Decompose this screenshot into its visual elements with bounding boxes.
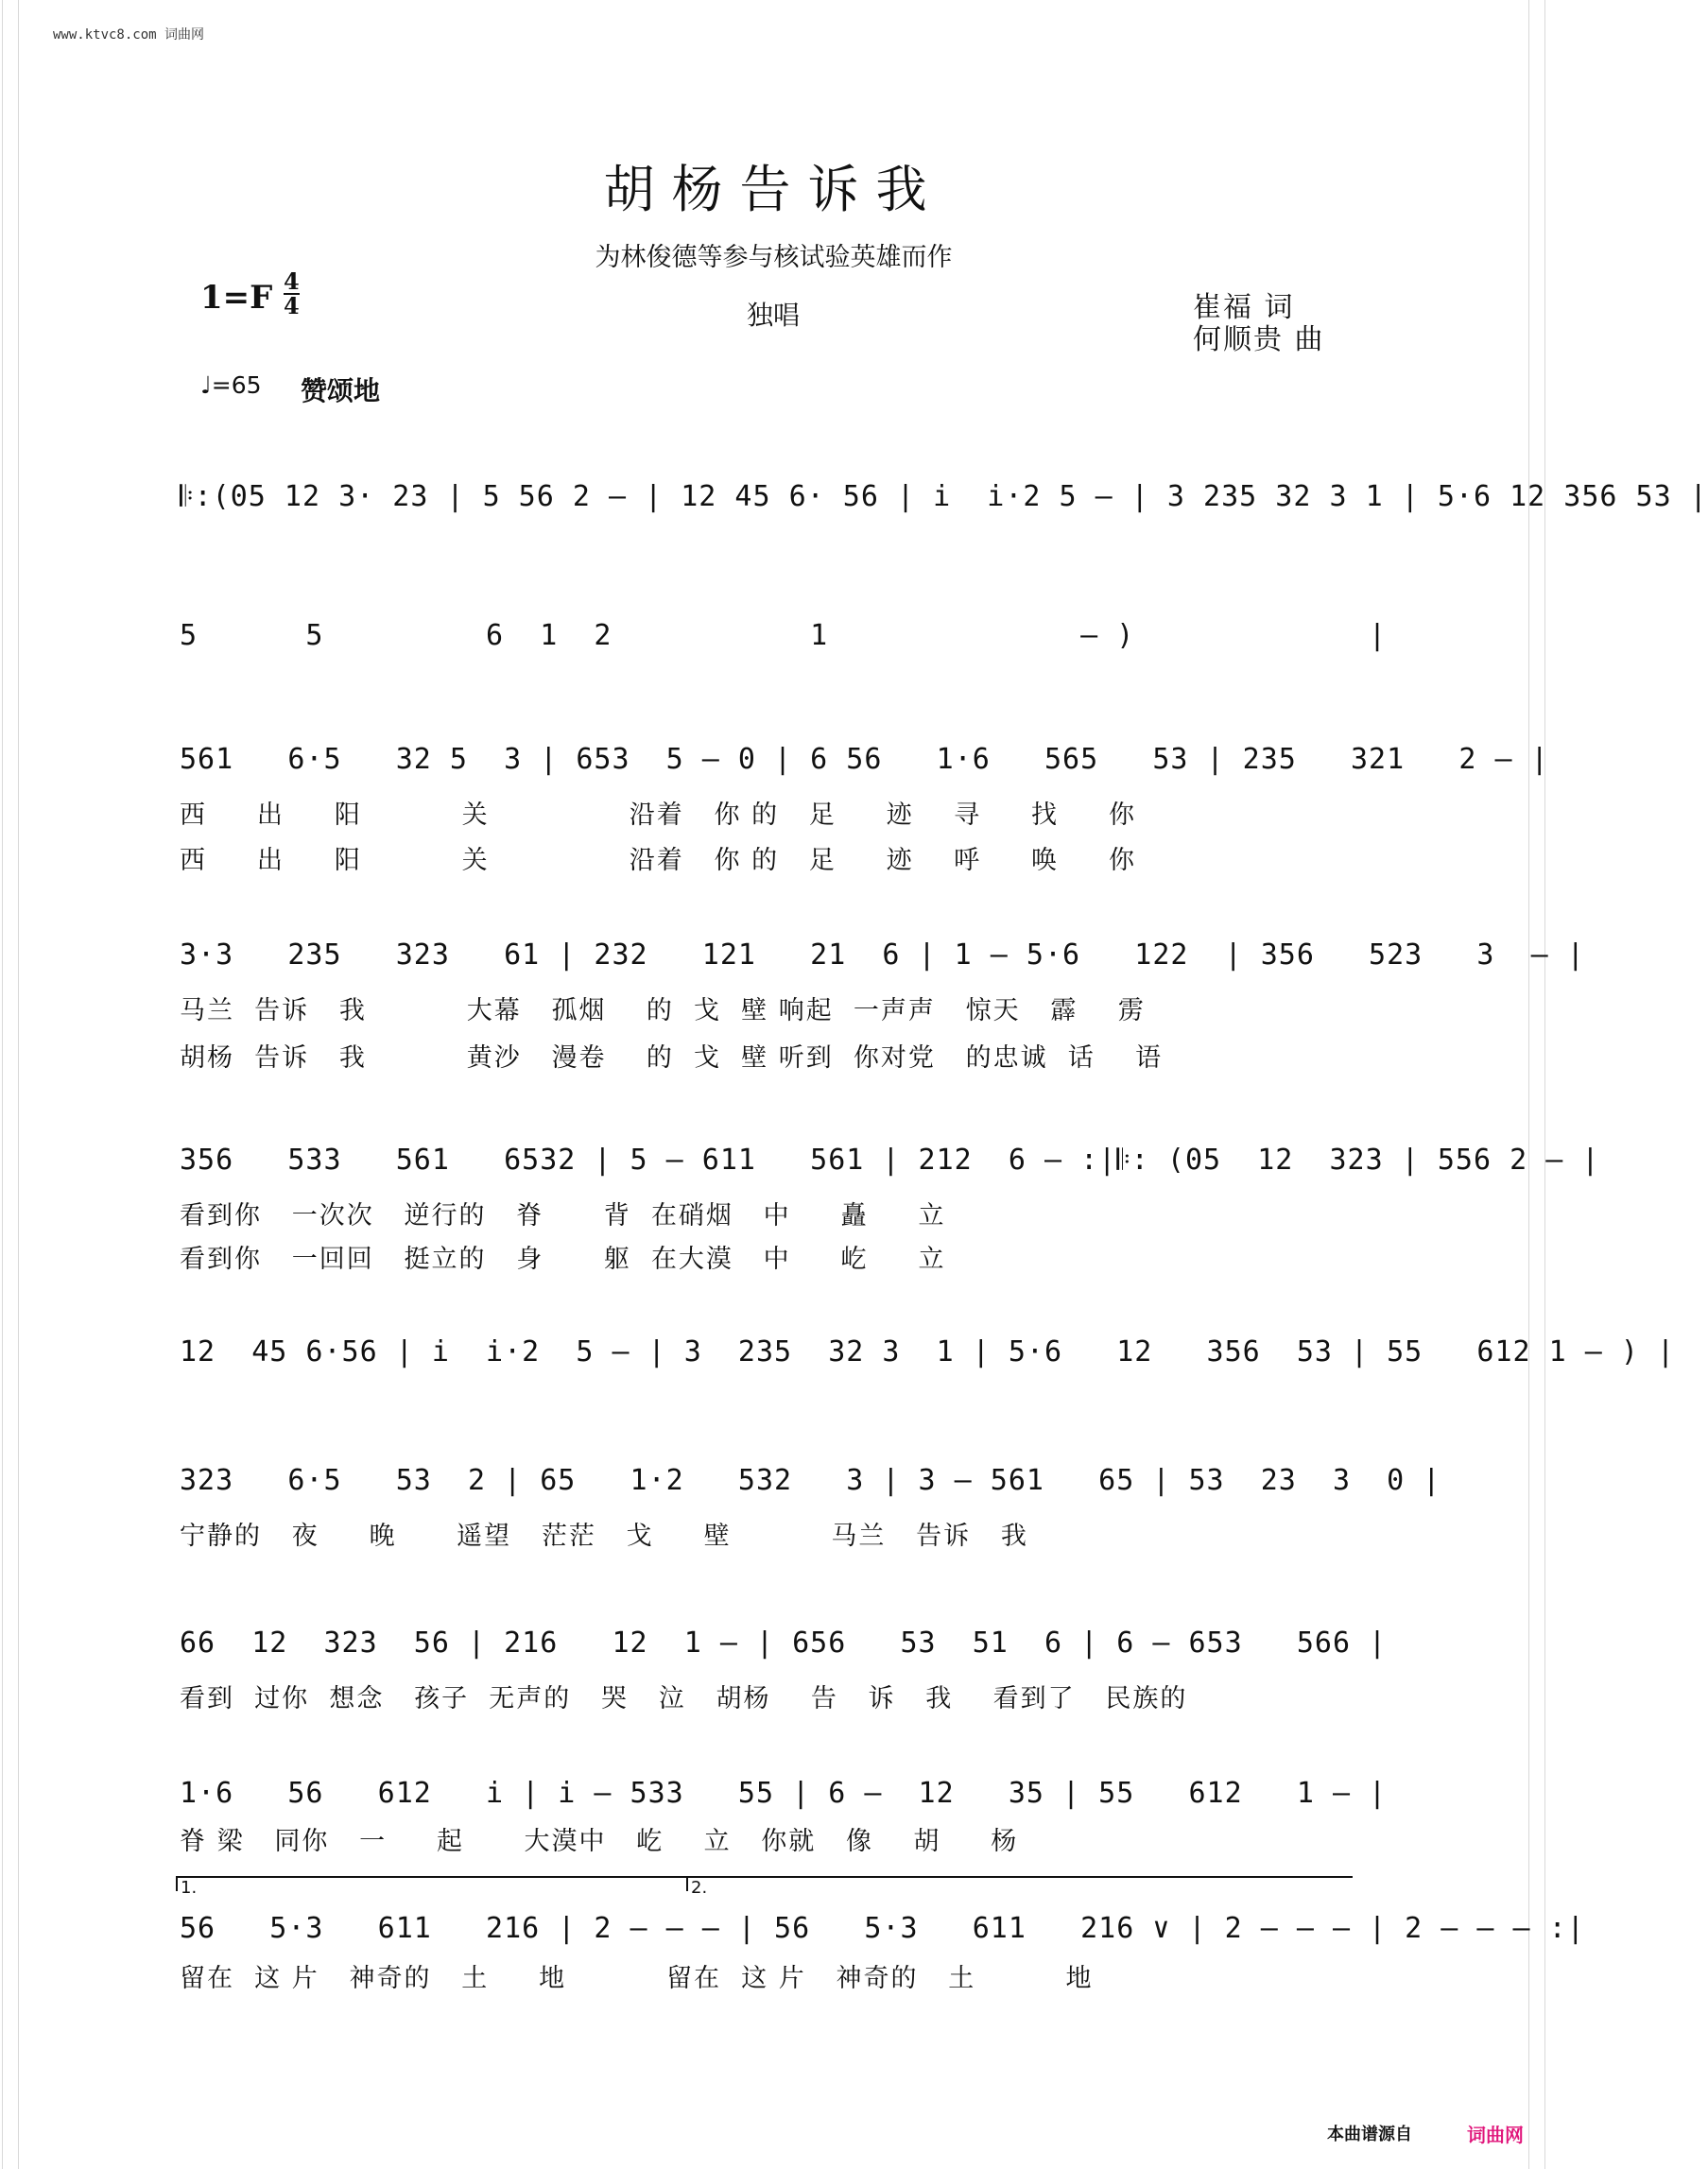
lyric-verse-1: 马兰 告诉 我 大幕 孤烟 的 戈 壁 响起 一声声 惊天 霹 雳 bbox=[180, 996, 1146, 1025]
footer-brand-logo[interactable]: 词曲网 bbox=[1467, 2124, 1524, 2146]
notes: 561 6·5 32 5 3 | 653 5 – 0 | 6 56 1·6 565 53 | 235 321 2 – | bbox=[180, 743, 1549, 776]
right-margin-watermark-strip bbox=[1528, 0, 1545, 2169]
lyric-verse-1: 看到你 一次次 逆行的 脊 背 在硝烟 中 矗 立 bbox=[180, 1201, 946, 1231]
lyric-verse-1: 脊 梁 同你 一 起 大漠中 屹 立 你就 像 胡 杨 bbox=[180, 1827, 1019, 1856]
score-line-9 bbox=[180, 1777, 1388, 1871]
score-line-3 bbox=[180, 743, 1549, 875]
lyric-verse-1: 看到 过你 想念 孩子 无声的 哭 泣 胡杨 告 诉 我 看到了 民族的 bbox=[180, 1684, 1188, 1713]
time-bottom: 4 bbox=[284, 292, 300, 319]
lyricist-credit: 崔福 词 bbox=[1193, 291, 1295, 324]
first-ending-bracket: 1. bbox=[176, 1876, 686, 1891]
song-subtitle: 为林俊德等参与核试验英雄而作 bbox=[595, 243, 953, 272]
score-line-8 bbox=[180, 1627, 1388, 1721]
score-line-7 bbox=[180, 1464, 1441, 1558]
notes: 12 45 6·56 | i i·2 5 – | 3 235 32 3 1 | 5·6 12 356 53 | 55 612 1 – ) | bbox=[180, 1335, 1676, 1369]
time-signature bbox=[284, 267, 300, 319]
second-ending-bracket: 2. bbox=[686, 1876, 1353, 1891]
key-signature: 1=F bbox=[200, 279, 273, 317]
notes: 3·3 235 323 61 | 232 121 21 6 | 1 – 5·6 122 | 356 523 3 – | bbox=[180, 938, 1585, 972]
lyric-verse-2: 看到你 一回回 挺立的 身 躯 在大漠 中 屹 立 bbox=[180, 1245, 946, 1274]
song-title: 胡杨告诉我 bbox=[603, 160, 944, 219]
composer-credit: 何顺贵 曲 bbox=[1193, 323, 1325, 356]
score-line-6 bbox=[180, 1335, 1676, 1392]
notes: 1·6 56 612 i | i – 533 55 | 6 – 12 35 | 55 612 1 – | bbox=[180, 1777, 1388, 1810]
expression-marking: 赞颂地 bbox=[301, 375, 381, 406]
tempo-marking: ♩=65 bbox=[200, 371, 262, 399]
lyric-verse-1: 西 出 阳 关 沿着 你 的 足 迹 寻 找 你 bbox=[180, 800, 1136, 830]
time-top: 4 bbox=[284, 267, 300, 295]
notes: 56 5·3 611 216 | 2 – – – | 56 5·3 611 216 ∨ | 2 – – – | 2 – – – :| bbox=[180, 1912, 1585, 1945]
score-line-2 bbox=[180, 619, 1388, 676]
score-line-5 bbox=[180, 1144, 1600, 1276]
notes: 5 5 6 1 2 1 – ) | bbox=[180, 619, 1388, 652]
left-margin-watermark-strip bbox=[2, 0, 19, 2169]
score-line-1 bbox=[180, 480, 1708, 537]
notes: 356 533 561 6532 | 5 – 611 561 | 212 6 – :|𝄆: (05 12 323 | 556 2 – | bbox=[180, 1144, 1600, 1177]
lyric-verse-2: 西 出 阳 关 沿着 你 的 足 迹 呼 唤 你 bbox=[180, 846, 1136, 875]
performance-form: 独唱 bbox=[747, 300, 801, 331]
score-line-4 bbox=[180, 938, 1585, 1073]
notes: 66 12 323 56 | 216 12 1 – | 656 53 51 6 | 6 – 653 566 | bbox=[180, 1627, 1388, 1660]
footer-source: 本曲谱源自 bbox=[1327, 2125, 1412, 2144]
lyric-verse-1: 宁静的 夜 晚 遥望 茫茫 戈 壁 马兰 告诉 我 bbox=[180, 1522, 1028, 1551]
site-url: www.ktvc8.com 词曲网 bbox=[53, 27, 205, 43]
notes: 323 6·5 53 2 | 65 1·2 532 3 | 3 – 561 65 | 53 23 3 0 | bbox=[180, 1464, 1441, 1497]
notes: 𝄆:(05 12 3· 23 | 5 56 2 – | 12 45 6· 56 | i i·2 5 – | 3 235 32 3 1 | 5·6 12 356 53 | bbox=[180, 480, 1708, 513]
lyric-verse-2: 胡杨 告诉 我 黄沙 漫卷 的 戈 壁 听到 你对党 的忠诚 话 语 bbox=[180, 1043, 1164, 1073]
lyric-verse-1: 留在 这 片 神奇的 土 地 留在 这 片 神奇的 土 地 bbox=[180, 1964, 1094, 1993]
score-line-10 bbox=[180, 1878, 1585, 2006]
